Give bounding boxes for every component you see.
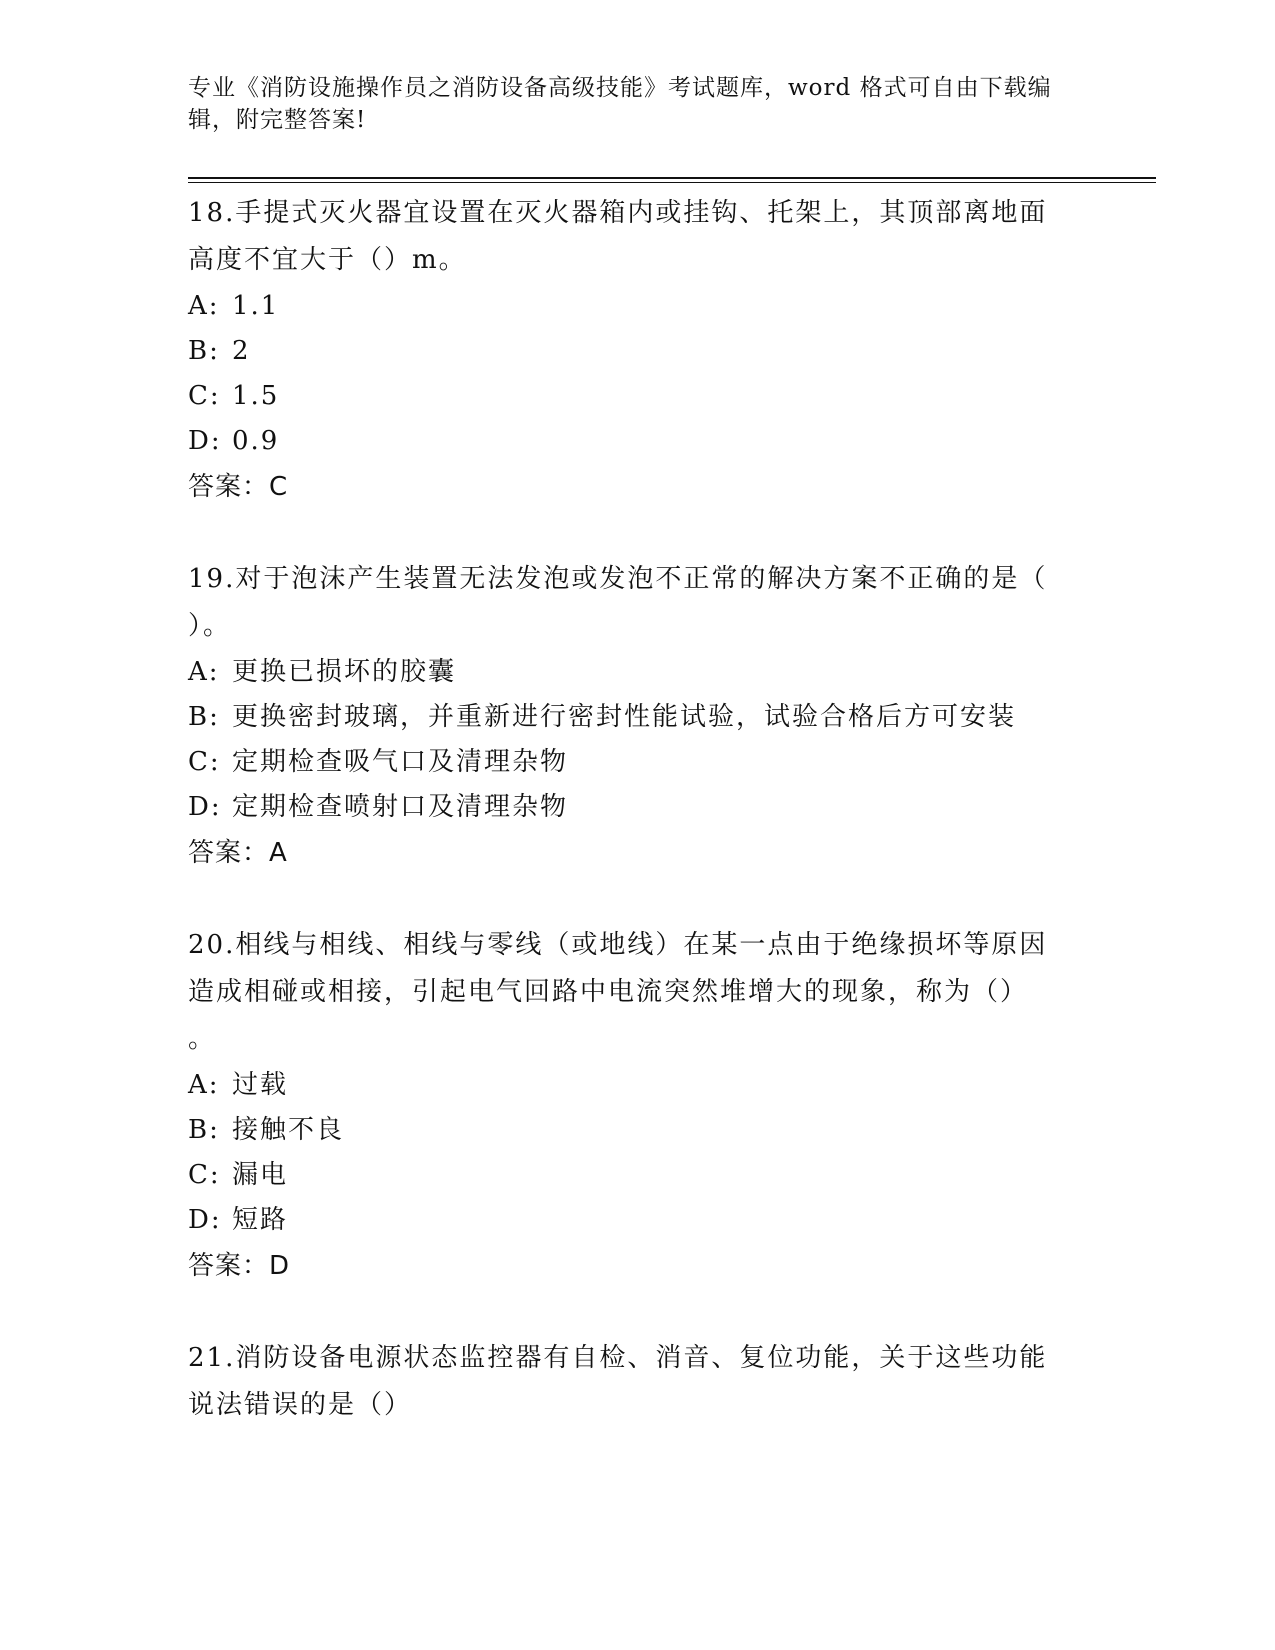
option-key: A:: [188, 291, 220, 321]
question-stem-line: 21.消防设备电源状态监控器有自检、消音、复位功能，关于这些功能: [188, 1343, 1048, 1373]
header-divider-thick: [188, 177, 1156, 179]
option-key: D:: [188, 792, 222, 822]
option-a: [188, 650, 1088, 695]
header-line-1: 专业《消防设施操作员之消防设备高级技能》考试题库，word 格式可自由下载编: [188, 75, 1052, 101]
option-key: D:: [188, 1205, 222, 1235]
answer-line: 答案：A: [188, 838, 288, 868]
option-b: [188, 329, 1088, 374]
question-stem-line: 20.相线与相线、相线与零线（或地线）在某一点由于绝缘损坏等原因: [188, 930, 1048, 960]
question-19: [188, 556, 1088, 876]
option-a: [188, 1063, 1088, 1108]
question-stem-line: 说法错误的是（）: [188, 1390, 413, 1420]
option-d: [188, 419, 1088, 464]
option-text: 0.9: [232, 426, 280, 456]
question-stem-line: 19.对于泡沫产生装置无法发泡或发泡不正常的解决方案不正确的是（: [188, 564, 1048, 594]
option-c: [188, 374, 1088, 419]
option-text: 更换密封玻璃，并重新进行密封性能试验，试验合格后方可安装: [232, 702, 1017, 732]
option-key: B:: [188, 702, 220, 732]
option-text: 更换已损坏的胶囊: [232, 657, 457, 687]
option-text: 接触不良: [232, 1115, 345, 1145]
option-key: B:: [188, 336, 220, 366]
option-text: 定期检查喷射口及清理杂物: [232, 792, 569, 822]
option-text: 1.1: [232, 291, 280, 321]
question-list: [188, 190, 1088, 1475]
option-d: [188, 785, 1088, 830]
option-b: [188, 695, 1088, 740]
option-b: [188, 1108, 1088, 1153]
document-header: [188, 72, 1088, 136]
option-text: 短路: [232, 1205, 289, 1235]
answer-line: 答案：C: [188, 472, 289, 502]
option-key: D:: [188, 426, 222, 456]
option-text: 漏电: [232, 1160, 289, 1190]
option-key: A:: [188, 1070, 220, 1100]
header-divider-thin: [188, 182, 1156, 183]
option-key: C:: [188, 381, 221, 411]
option-d: [188, 1198, 1088, 1243]
option-a: [188, 284, 1088, 329]
option-c: [188, 740, 1088, 785]
option-key: A:: [188, 657, 220, 687]
question-20: [188, 922, 1088, 1289]
question-18: [188, 190, 1088, 510]
option-text: 2: [232, 336, 251, 366]
option-c: [188, 1153, 1088, 1198]
question-21: [188, 1335, 1088, 1429]
option-key: C:: [188, 1160, 221, 1190]
option-text: 1.5: [232, 381, 280, 411]
question-stem-line: 造成相碰或相接，引起电气回路中电流突然堆增大的现象，称为（）: [188, 977, 1029, 1007]
question-stem-line: 18.手提式灭火器宜设置在灭火器箱内或挂钩、托架上，其顶部离地面: [188, 198, 1048, 228]
question-stem-line: 高度不宜大于（）m。: [188, 245, 467, 275]
question-stem-line: ）。: [188, 611, 232, 641]
option-text: 定期检查吸气口及清理杂物: [232, 747, 569, 777]
option-text: 过载: [232, 1070, 289, 1100]
answer-line: 答案：D: [188, 1251, 291, 1281]
option-key: B:: [188, 1115, 220, 1145]
option-key: C:: [188, 747, 221, 777]
question-stem-line: 。: [188, 1024, 217, 1054]
header-line-2: 辑，附完整答案!: [188, 107, 367, 133]
